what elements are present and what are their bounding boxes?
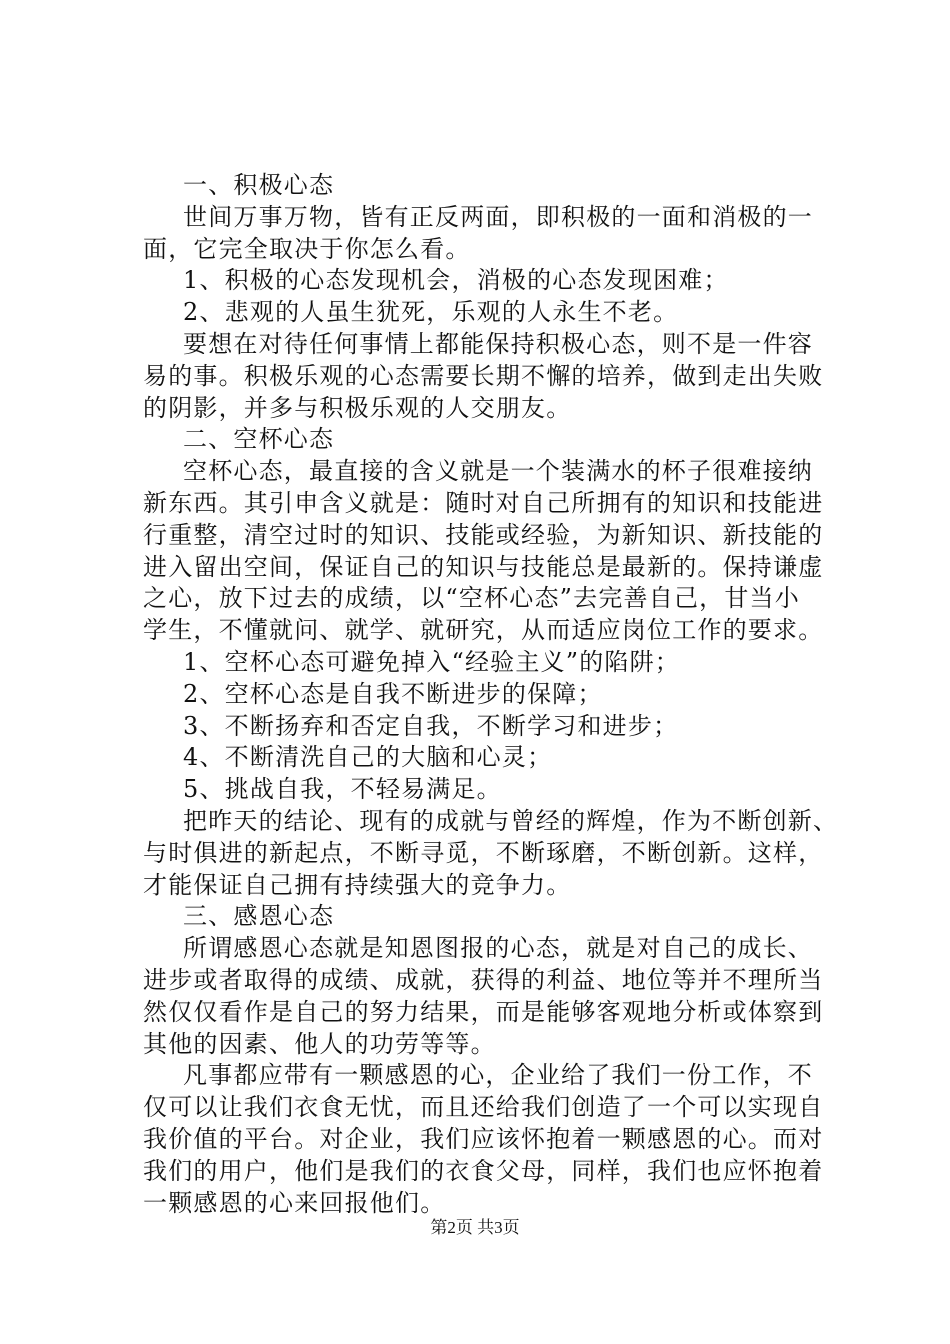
text-line: 进步或者取得的成绩、成就，获得的利益、地位等并不理所当	[143, 965, 824, 994]
text-line: 新东西。其引申含义就是：随时对自己所拥有的知识和技能进	[143, 488, 824, 517]
text-line: 的阴影，并多与积极乐观的人交朋友。	[143, 393, 572, 422]
text-line: 2、空杯心态是自我不断进步的保障；	[183, 679, 603, 708]
text-line: 三、感恩心态	[183, 902, 335, 931]
text-line: 1、积极的心态发现机会，消极的心态发现困难；	[183, 266, 729, 295]
text-line: 把昨天的结论、现有的成就与曾经的辉煌，作为不断创新、	[183, 806, 839, 835]
text-line: 我们的用户，他们是我们的衣食父母，同样，我们也应怀抱着	[143, 1156, 824, 1185]
text-line: 易的事。积极乐观的心态需要长期不懈的培养，做到走出失败	[143, 361, 824, 390]
text-line: 学生，不懂就问、就学、就研究，从而适应岗位工作的要求。	[143, 616, 824, 645]
text-line: 与时俱进的新起点，不断寻觅，不断琢磨，不断创新。这样，	[143, 838, 824, 867]
text-line: 行重整，清空过时的知识、技能或经验，为新知识、新技能的	[143, 520, 824, 549]
text-line: 仅可以让我们衣食无忧，而且还给我们创造了一个可以实现自	[143, 1093, 824, 1122]
text-line: 然仅仅看作是自己的努力结果，而是能够客观地分析或体察到	[143, 997, 824, 1026]
text-line: 之心，放下过去的成绩，以“空杯心态”去完善自己，甘当小	[143, 584, 800, 613]
text-line: 4、不断清洗自己的大脑和心灵；	[183, 743, 553, 772]
text-line: 世间万事万物，皆有正反两面，即积极的一面和消极的一	[183, 202, 813, 231]
text-line: 3、不断扬弃和否定自我，不断学习和进步；	[183, 711, 679, 740]
text-line: 其他的因素、他人的功劳等等。	[143, 1029, 496, 1058]
text-line: 5、挑战自我，不轻易满足。	[183, 775, 502, 804]
text-line: 一颗感恩的心来回报他们。	[143, 1188, 446, 1217]
text-line: 1、空杯心态可避免掉入“经验主义”的陷阱；	[183, 647, 681, 676]
text-line: 一、积极心态	[183, 171, 335, 199]
text-line: 要想在对待任何事情上都能保持积极心态，则不是一件容	[183, 329, 813, 358]
text-line: 空杯心态，最直接的含义就是一个装满水的杯子很难接纳	[183, 457, 813, 486]
text-line: 面，它完全取决于你怎么看。	[143, 234, 471, 263]
page-number-footer: 第2页 共3页	[430, 1218, 520, 1237]
text-line: 凡事都应带有一颗感恩的心，企业给了我们一份工作，不	[183, 1061, 813, 1090]
text-line: 所谓感恩心态就是知恩图报的心态，就是对自己的成长、	[183, 934, 813, 963]
text-line: 2、悲观的人虽生犹死，乐观的人永生不老。	[183, 298, 679, 327]
text-line: 进入留出空间，保证自己的知识与技能总是最新的。保持谦虚	[143, 552, 824, 581]
text-line: 二、空杯心态	[183, 425, 335, 454]
text-line: 才能保证自己拥有持续强大的竞争力。	[143, 870, 572, 899]
document-body	[143, 170, 839, 1219]
text-line: 我价值的平台。对企业，我们应该怀抱着一颗感恩的心。而对	[143, 1124, 824, 1153]
